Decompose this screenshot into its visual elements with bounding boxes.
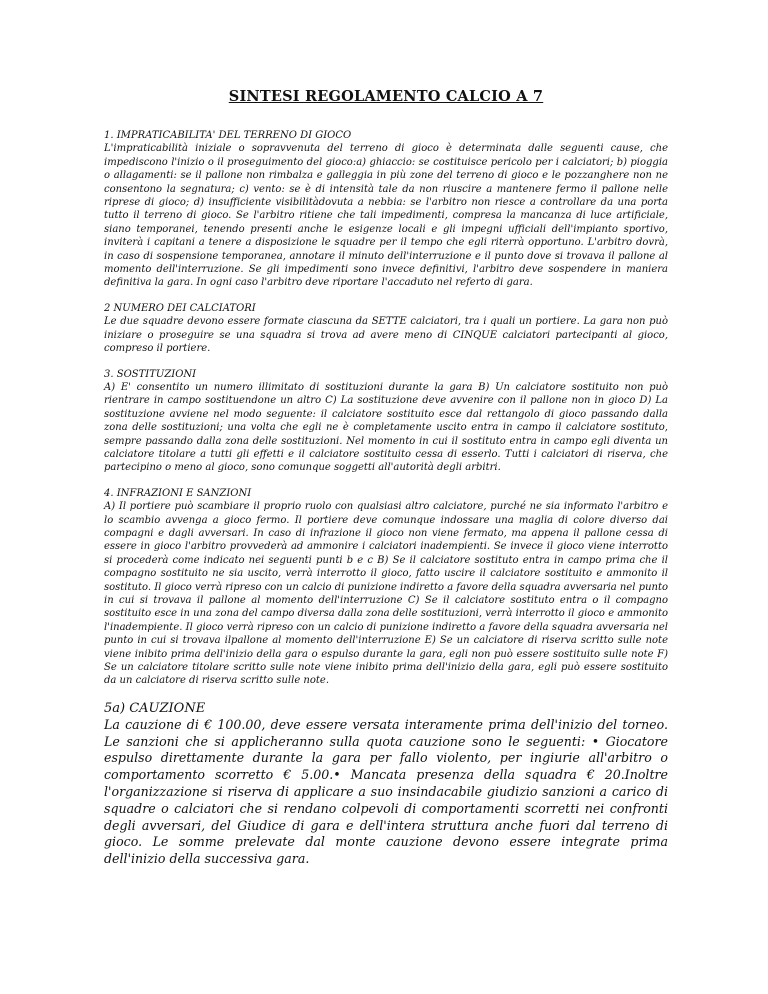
document-title: SINTESI REGOLAMENTO CALCIO A 7 <box>228 88 544 105</box>
section-body: Le due squadre devono essere formate ciascuna da SETTE calciatori, tra i quali un portiere. La gara non può iniziare o proseguire se una squadra si trova ad avere meno di CINQUE calciatori partecipanti al gioco, compreso il portiere. <box>104 316 668 355</box>
document-page <box>104 88 668 880</box>
section-heading: 2 NUMERO DEI CALCIATORI <box>104 302 256 314</box>
section-body: L'impraticabilità iniziale o sopravvenuta del terreno di gioco è determinata dalle seguenti cause, che impediscono l'inizio o il proseguimento del gioco:a) ghiaccio: se costituisce pericolo per i calciatori; b) pioggia o allagamenti: se il pallone non rimbalza e galleggia in più zone del terreno di gioco e le pozzanghere non ne consentono la segnatura; c) vento: se è di intensità tale da non riuscire a mantenere fermo il pallone nelle riprese di gioco; d) insufficiente visibilitàdovuta a nebbia: se l'arbitro non riesce a controllare da una porta tutto il terreno di gioco. Se l'arbitro ritiene che tali impedimenti, compresa la mancanza di luce artificiale, siano temporanei, tenendo presenti anche le esigenze locali e gli impegni ufficiali dell'impianto sportivo, inviterà i capitani a tenere a disposizione le squadre per il tempo che egli riterrà opportuno. L'arbitro dovrà, in caso di sospensione temporanea, annotare il minuto dell'interruzione e il punto dove si trovava il pallone al momento dell'interruzione. Se gli impedimenti sono invece definitivi, l'arbitro deve sospendere in maniera definitiva la gara. In ogni caso l'arbitro deve riportare l'accaduto nel referto di gara. <box>104 143 668 289</box>
section-cauzione <box>104 700 668 868</box>
section-body: A) E' consentito un numero illimitato di sostituzioni durante la gara B) Un calciatore sostituito non può rientrare in campo sostituendone un altro C) La sostituzione deve avvenire con il pallone non in gioco D) La sostituzione avviene nel modo seguente: il calciatore sostituito esce dal rettangolo di gioco passando dalla zona delle sostituzioni; una volta che egli ne è completamente uscito entra in campo il calciatore sostituto, sempre passando dalla zona delle sostituzioni. Nel momento in cui il sostituto entra in campo egli diventa un calciatore titolare a tutti gli effetti e il calciatore sostituito cessa di esserlo. Tutti i calciatori di riserva, che partecipino o meno al gioco, sono comunque soggetti all'autorità degli arbitri. <box>104 381 668 474</box>
section-impraticabilita <box>104 129 668 290</box>
section-sostituzioni <box>104 368 668 475</box>
section-body: A) Il portiere può scambiare il proprio ruolo con qualsiasi altro calciatore, purché ne sia informato l'arbitro e lo scambio avvenga a gioco fermo. Il portiere deve comunque indossare una maglia di colore diverso dai compagni e dagli avversari. In caso di infrazione il gioco non viene fermato, ma appena il pallone cessa di essere in gioco l'arbitro provvederà ad ammonire i calciatori inadempienti. Se invece il gioco viene interrotto si procederà come indicato nei seguenti punti b e c B) Se il calciatore sostituto entra in campo prima che il compagno sostituito ne sia uscito, verrà interrotto il gioco, fatto uscire il calciatore sostituito e ammonito il sostituto. Il gioco verrà ripreso con un calcio di punizione indiretto a favore della squadra avversaria nel punto in cui si trovava il pallone al momento dell'interruzione C) Se il calciatore sostituto entra o il compagno sostituito esce in una zona del campo diversa dalla zona delle sostituzioni, verrà interrotto il gioco e ammonito l'inadempiente. Il gioco verrà ripreso con un calcio di punizione indiretto a favore della squadra avversaria nel punto in cui si trovava ilpallone al momento dell'interruzione E) Se un calciatore di riserva scritto sulle note viene inibito prima dell'inizio della gara o espulso durante la gara, egli non può essere sostituito sulle note F) Se un calciatore titolare scritto sulle note viene inibito prima dell'inizio della gara, egli può essere sostituito da un calciatore di riserva scritto sulle note. <box>104 501 668 687</box>
section-body: La cauzione di € 100.00, deve essere versata interamente prima dell'inizio del torneo. Le sanzioni che si applicheranno sulla quota cauzione sono le seguenti: • Giocatore espulso direttamente durante la gara per fallo violento, per ingiurie all'arbitro o comportamento scorretto € 5.00.• Mancata presenza della squadra € 20.Inoltre l'organizzazione si riserva di applicare a suo insindacabile giudizio sanzioni a carico di squadre o calciatori che si rendano colpevoli di comportamenti scorretti nei confronti degli avversari, del Giudice di gara e dell'intera struttura anche fuori dal terreno di gioco. Le somme prelevate dal monte cauzione devono essere integrate prima dell'inizio della successiva gara. <box>104 716 668 867</box>
section-heading: 4. INFRAZIONI E SANZIONI <box>104 487 252 499</box>
section-numero-calciatori <box>104 302 668 356</box>
section-heading: 1. IMPRATICABILITA' DEL TERRENO DI GIOCO <box>104 130 352 141</box>
section-infrazioni-sanzioni <box>104 487 668 688</box>
section-heading: 3. SOSTITUZIONI <box>104 368 197 380</box>
section-heading: 5a) CAUZIONE <box>104 700 206 716</box>
